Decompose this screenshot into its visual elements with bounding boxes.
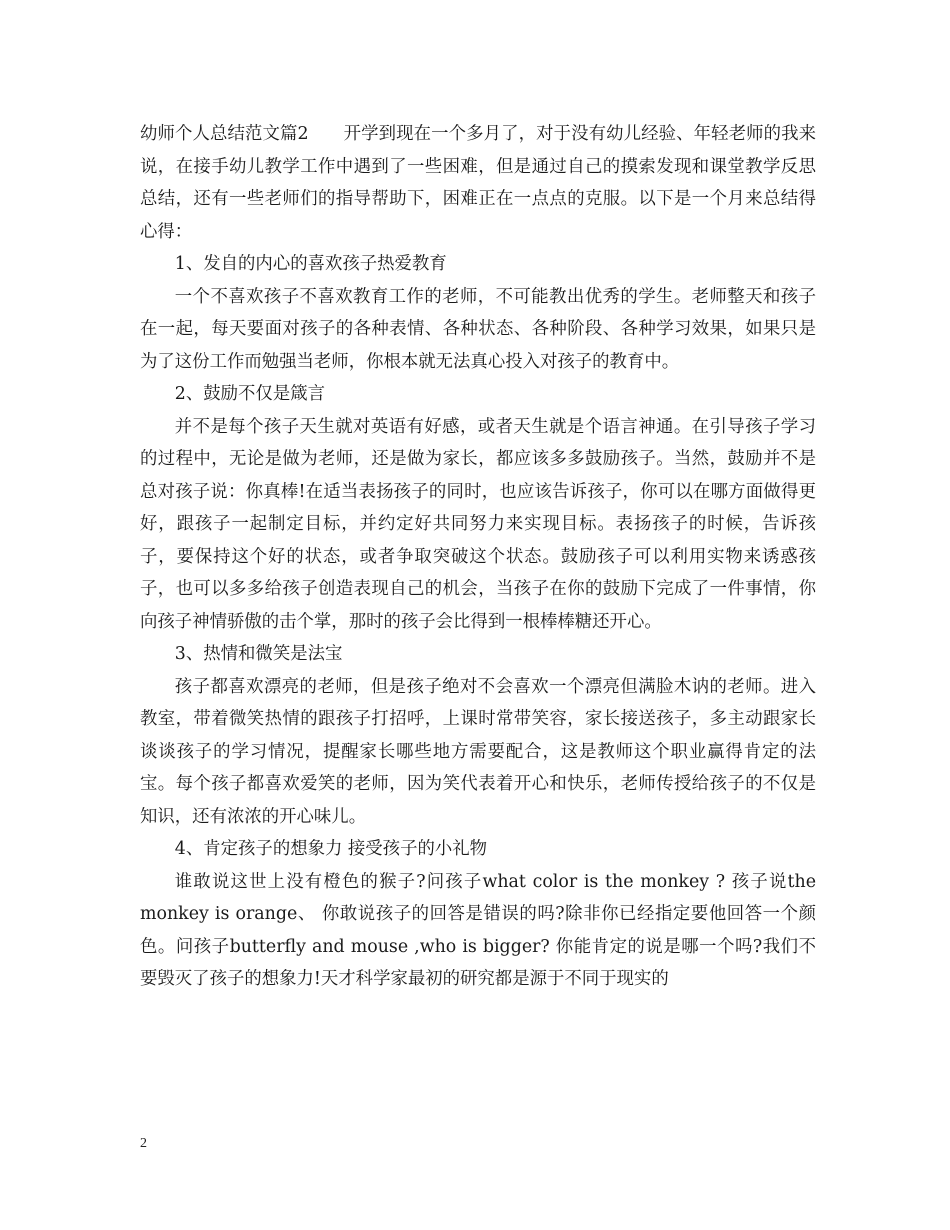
paragraph-intro: 幼师个人总结范文篇2 开学到现在一个多月了，对于没有幼儿经验、年轻老师的我来说，在接手幼儿教学工作中遇到了一些困难，但是通过自己的摸索发现和课堂教学反思总结，还有一些老师们的指导帮助下，困难正在一点点的克服。以下是一个月来总结得心得： <box>140 124 816 242</box>
section-heading-1: 1、发自的内心的喜欢孩子热爱教育 <box>174 254 447 274</box>
paragraph-4: 谁敢说这世上没有橙色的猴子?问孩子what color is the monkey ? 孩子说the monkey is orange、 你敢说孩子的回答是错误的吗?除非你已经指定要他回答一个颜色。问孩子butterfly and mouse ,who is bigger? 你能肯定的说是哪一个吗?我们不要毁灭了孩子的想象力!天才科学家最初的研究都是源于不同于现实的 <box>140 871 816 989</box>
section-heading-4: 4、肯定孩子的想象力 接受孩子的小礼物 <box>174 839 488 859</box>
document-body <box>140 118 816 996</box>
page-number: 2 <box>140 1136 147 1151</box>
paragraph-2: 并不是每个孩子天生就对英语有好感，或者天生就是个语言神通。在引导孩子学习的过程中，无论是做为老师，还是做为家长，都应该多多鼓励孩子。当然，鼓励并不是总对孩子说：你真棒!在适当表扬孩子的同时，也应该告诉孩子，你可以在哪方面做得更好，跟孩子一起制定目标，并约定好共同努力来实现目标。表扬孩子的时候，告诉孩子，要保持这个好的状态，或者争取突破这个状态。鼓励孩子可以利用实物来诱惑孩子，也可以多多给孩子创造表现自己的机会，当孩子在你的鼓励下完成了一件事情，你向孩子神情骄傲的击个掌，那时的孩子会比得到一根棒棒糖还开心。 <box>140 416 816 632</box>
paragraph-3: 孩子都喜欢漂亮的老师，但是孩子绝对不会喜欢一个漂亮但满脸木讷的老师。进入教室，带着微笑热情的跟孩子打招呼，上课时常带笑容，家长接送孩子，多主动跟家长谈谈孩子的学习情况，提醒家长哪些地方需要配合，这是教师这个职业赢得肯定的法宝。每个孩子都喜欢爱笑的老师，因为笑代表着开心和快乐，老师传授给孩子的不仅是知识，还有浓浓的开心味儿。 <box>140 676 816 827</box>
section-heading-3: 3、热情和微笑是法宝 <box>174 644 343 664</box>
paragraph-1: 一个不喜欢孩子不喜欢教育工作的老师，不可能教出优秀的学生。老师整天和孩子在一起，每天要面对孩子的各种表情、各种状态、各种阶段、各种学习效果，如果只是为了这份工作而勉强当老师，你根本就无法真心投入对孩子的教育中。 <box>140 286 816 372</box>
section-heading-2: 2、鼓励不仅是箴言 <box>174 384 325 404</box>
